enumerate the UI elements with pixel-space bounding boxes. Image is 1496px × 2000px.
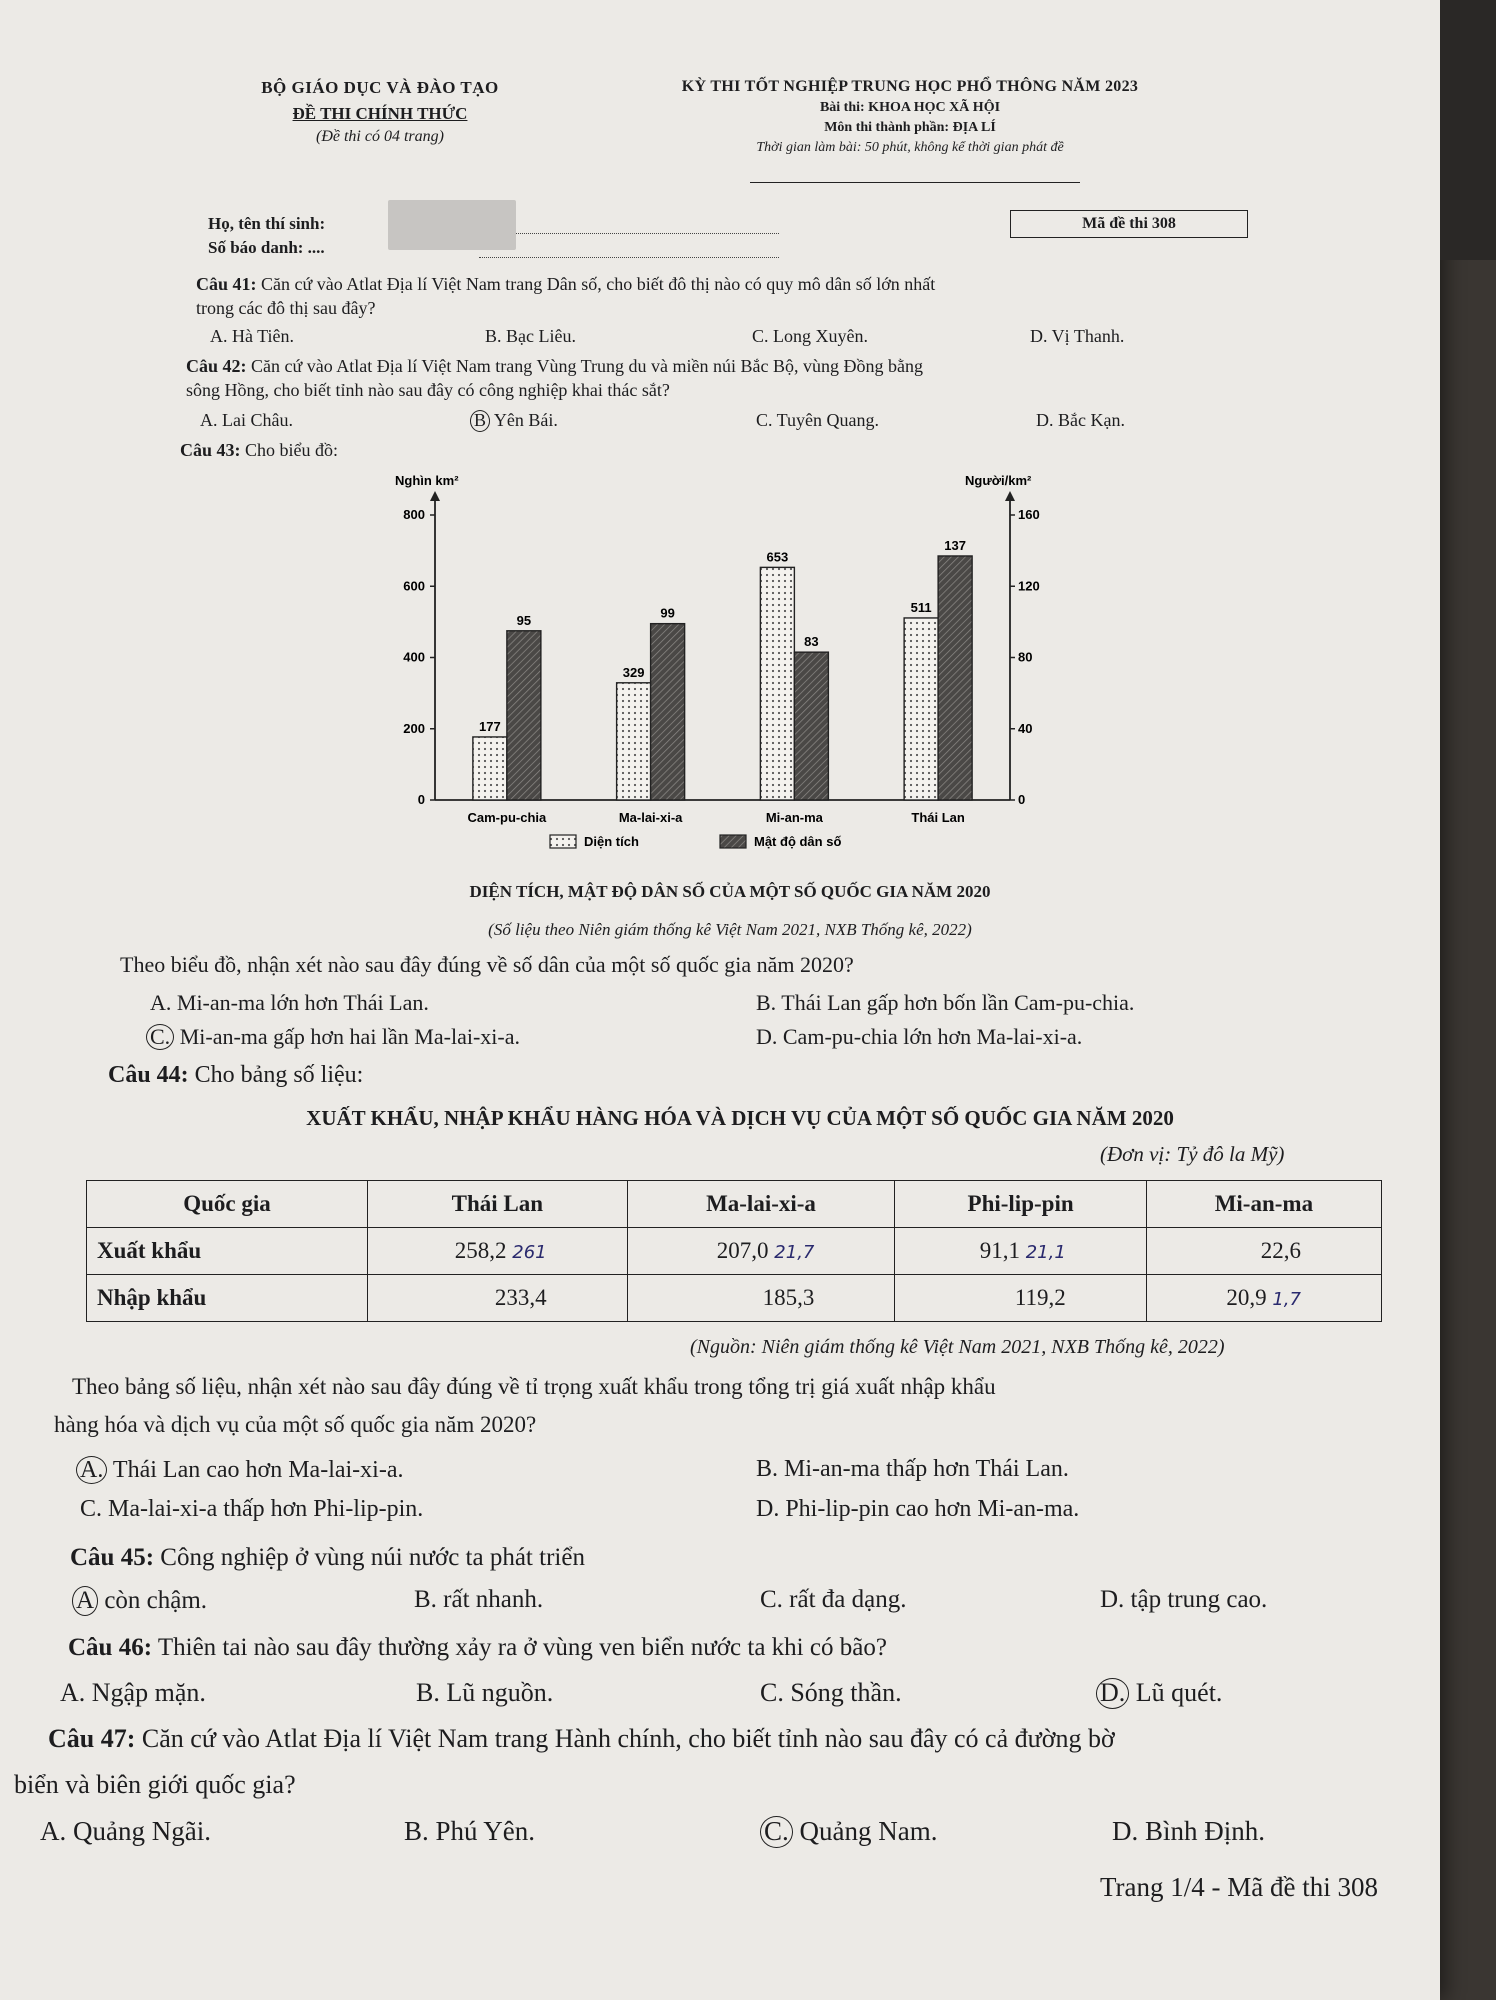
q41-option-c[interactable]: C. Long Xuyên.: [752, 326, 868, 346]
table-header-cell: Quốc gia: [87, 1181, 368, 1228]
subject: Môn thi thành phần: ĐỊA LÍ: [824, 120, 996, 135]
area-data-label: 177: [479, 718, 501, 734]
table-cell: 91,1 21,1: [895, 1228, 1146, 1275]
chart-title: DIỆN TÍCH, MẬT ĐỘ DÂN SỐ CỦA MỘT SỐ QUỐC GIA NĂM 2020: [469, 882, 991, 901]
density-data-label: 137: [944, 537, 966, 553]
area-bar: [904, 618, 938, 800]
legend-label-density: Mật độ dân số: [754, 834, 842, 849]
category-label: Ma-lai-xi-a: [618, 810, 683, 825]
row-label: Nhập khẩu: [87, 1275, 368, 1322]
q46-intro: Câu 46: Thiên tai nào sau đây thường xảy ra ở vùng ven biển nước ta khi có bão?: [68, 1634, 887, 1661]
right-axis-arrow: [1005, 491, 1015, 501]
table-cell: 258,2 261: [368, 1228, 628, 1275]
pages-note: (Đề thi có 04 trang): [316, 128, 444, 145]
candidate-name-label: Họ, tên thí sinh:: [208, 214, 326, 233]
right-tick-label: 120: [1018, 578, 1040, 594]
q42-text1: Câu 42: Căn cứ vào Atlat Địa lí Việt Nam trang Vùng Trung du và miền núi Bắc Bộ, vùng Đồng bằng: [186, 356, 923, 376]
q45-label: Câu 45:: [70, 1544, 155, 1571]
q47-text1: Câu 47: Căn cứ vào Atlat Địa lí Việt Nam trang Hành chính, cho biết tỉnh nào sau đây có cả đường bờ: [48, 1724, 1115, 1753]
binder-strap: [1440, 0, 1496, 260]
q45-option-a[interactable]: A còn chậm.: [72, 1586, 207, 1616]
left-tick-label: 400: [403, 649, 425, 665]
area-data-label: 653: [766, 549, 789, 565]
q47-option-b[interactable]: B. Phú Yên.: [404, 1816, 536, 1846]
table-unit: (Đơn vị: Tỷ đô la Mỹ): [1100, 1142, 1285, 1166]
q46-label: Câu 46:: [68, 1634, 153, 1661]
q43-option-b[interactable]: B. Thái Lan gấp hơn bốn lần Cam-pu-chia.: [756, 990, 1135, 1015]
left-axis-arrow: [430, 491, 440, 501]
density-bar: [794, 652, 828, 800]
table-header-cell: Ma-lai-xi-a: [627, 1181, 895, 1228]
q42-selected-mark: B: [470, 410, 490, 432]
q42-text2: sông Hồng, cho biết tỉnh nào sau đây có công nghiệp khai thác sắt?: [186, 380, 670, 400]
area-bar: [617, 683, 651, 800]
q46-option-b[interactable]: B. Lũ nguồn.: [416, 1678, 554, 1707]
q44-question2: hàng hóa và dịch vụ của một số quốc gia năm 2020?: [54, 1412, 537, 1437]
q46-selected-mark: D.: [1096, 1678, 1129, 1709]
density-data-label: 99: [660, 605, 675, 621]
table-header-cell: Phi-lip-pin: [895, 1181, 1146, 1228]
q45-option-d[interactable]: D. tập trung cao.: [1100, 1586, 1268, 1613]
table-cell: 207,0 21,7: [627, 1228, 895, 1275]
handwritten-note: 1,7: [1272, 1289, 1301, 1310]
q41-text2: trong các đô thị sau đây?: [196, 298, 376, 318]
q44-selected-mark: A.: [76, 1456, 107, 1484]
q44-option-d[interactable]: D. Phi-lip-pin cao hơn Mi-an-ma.: [756, 1496, 1080, 1522]
q43-option-c[interactable]: C. Mi-an-ma gấp hơn hai lần Ma-lai-xi-a.: [146, 1024, 520, 1050]
q45-intro: Câu 45: Công nghiệp ở vùng núi nước ta phát triển: [70, 1544, 585, 1571]
table-header-row: [87, 1181, 1382, 1228]
q43-question: Theo biểu đồ, nhận xét nào sau đây đúng về số dân của một số quốc gia năm 2020?: [120, 952, 854, 977]
handwritten-note: 261: [512, 1242, 547, 1263]
official-label: ĐỀ THI CHÍNH THỨC: [292, 104, 468, 123]
q46-option-d[interactable]: D. Lũ quét.: [1096, 1678, 1222, 1709]
q41-label: Câu 41:: [196, 274, 257, 294]
right-tick-label: 80: [1018, 649, 1033, 665]
q46-option-a[interactable]: A. Ngập mặn.: [60, 1678, 206, 1707]
q47-option-c[interactable]: C. Quảng Nam.: [760, 1816, 937, 1848]
q41-option-a[interactable]: A. Hà Tiên.: [210, 326, 295, 346]
bar-chart: [380, 470, 1080, 880]
header-divider: [750, 182, 1080, 183]
q44-question1: Theo bảng số liệu, nhận xét nào sau đây đúng về tỉ trọng xuất khẩu trong tổng trị giá xuất nhập khẩu: [72, 1374, 996, 1399]
q44-intro: Câu 44: Cho bảng số liệu:: [108, 1062, 364, 1088]
q47-label: Câu 47:: [48, 1724, 136, 1753]
category-label: Thái Lan: [911, 810, 965, 825]
exam-code-box: Mã đề thi 308: [1010, 210, 1248, 238]
exam-name: KỲ THI TỐT NGHIỆP TRUNG HỌC PHỔ THÔNG NĂM 2023: [681, 78, 1139, 95]
q41-option-d[interactable]: D. Vị Thanh.: [1030, 326, 1125, 346]
q47-text2: biển và biên giới quốc gia?: [14, 1770, 296, 1799]
redacted-name: [388, 200, 516, 250]
header-right: [590, 78, 1230, 156]
left-tick-label: 200: [403, 720, 425, 736]
right-tick-label: 0: [1018, 792, 1026, 807]
table-row: [87, 1228, 1382, 1275]
area-data-label: 511: [910, 599, 932, 615]
q42-label: Câu 42:: [186, 356, 247, 376]
density-bar: [507, 631, 541, 800]
q43-selected-mark: C.: [146, 1024, 174, 1050]
table-cell: 22,6: [1146, 1228, 1381, 1275]
left-tick-label: 0: [417, 792, 425, 807]
right-axis-label: Người/km²: [965, 473, 1032, 488]
table-cell: 233,4: [368, 1275, 628, 1322]
q41-text1: Câu 41: Căn cứ vào Atlat Địa lí Việt Nam trang Dân số, cho biết đô thị nào có quy mô dân số lớn nhất: [196, 274, 936, 294]
q47-option-d[interactable]: D. Bình Định.: [1112, 1816, 1266, 1846]
density-data-label: 83: [804, 634, 819, 650]
q41-option-b[interactable]: B. Bạc Liêu.: [485, 326, 576, 346]
q42-option-c[interactable]: C. Tuyên Quang.: [756, 410, 880, 430]
q42-option-d[interactable]: D. Bắc Kạn.: [1036, 410, 1125, 430]
legend-label-area: Diện tích: [584, 834, 639, 849]
table-row: [87, 1275, 1382, 1322]
q42-option-b[interactable]: B Yên Bái.: [470, 410, 558, 432]
legend-swatch-density: [720, 835, 746, 848]
category-label: Mi-an-ma: [765, 810, 823, 825]
table-cell: 20,9 1,7: [1146, 1275, 1381, 1322]
q44-option-c[interactable]: C. Ma-lai-xi-a thấp hơn Phi-lip-pin.: [80, 1496, 424, 1522]
density-bar: [651, 624, 685, 800]
page-footer: Trang 1/4 - Mã đề thi 308: [1100, 1872, 1378, 1902]
q43-option-a[interactable]: A. Mi-an-ma lớn hơn Thái Lan.: [150, 990, 429, 1015]
category-label: Cam-pu-chia: [467, 810, 547, 825]
q42-option-a[interactable]: A. Lai Châu.: [200, 410, 293, 430]
time-note: Thời gian làm bài: 50 phút, không kể thời gian phát đề: [756, 140, 1064, 155]
ministry: BỘ GIÁO DỤC VÀ ĐÀO TẠO: [261, 78, 499, 97]
q45-selected-mark: A: [72, 1586, 98, 1616]
row-label: Xuất khẩu: [87, 1228, 368, 1275]
chart-source: (Số liệu theo Niên giám thống kê Việt Nam 2021, NXB Thống kê, 2022): [488, 920, 972, 939]
density-bar: [938, 556, 972, 800]
table-header-cell: Thái Lan: [368, 1181, 628, 1228]
q47-selected-mark: C.: [760, 1816, 793, 1848]
header-left: [190, 78, 570, 146]
area-bar: [760, 567, 794, 800]
q45-option-c[interactable]: C. rất đa dạng.: [760, 1586, 907, 1613]
q43-intro: Câu 43: Cho biểu đồ:: [180, 440, 339, 460]
left-tick-label: 600: [403, 578, 425, 594]
q47-option-a[interactable]: A. Quảng Ngãi.: [40, 1816, 211, 1846]
table-cell: 119,2: [895, 1275, 1146, 1322]
q44-option-b[interactable]: B. Mi-an-ma thấp hơn Thái Lan.: [756, 1456, 1069, 1482]
left-tick-label: 800: [403, 507, 425, 522]
left-axis-label: Nghìn km²: [395, 473, 459, 488]
legend-swatch-area: [550, 835, 576, 848]
q44-label: Câu 44:: [108, 1062, 189, 1088]
q43-label: Câu 43:: [180, 440, 241, 460]
table-header-cell: Mi-an-ma: [1146, 1181, 1381, 1228]
handwritten-note: 21,1: [1025, 1242, 1066, 1263]
area-data-label: 329: [622, 664, 645, 680]
table-source: (Nguồn: Niên giám thống kê Việt Nam 2021, NXB Thống kê, 2022): [690, 1336, 1225, 1358]
right-tick-label: 40: [1018, 720, 1033, 736]
exam-paper: Bài thi: KHOA HỌC XÃ HỘI: [819, 100, 1001, 115]
handwritten-note: 21,7: [774, 1242, 815, 1263]
candidate-id-label: Số báo danh: ....: [208, 238, 325, 257]
q46-option-c[interactable]: C. Sóng thần.: [760, 1678, 902, 1707]
table-cell: 185,3: [627, 1275, 895, 1322]
right-tick-label: 160: [1018, 507, 1040, 522]
q44-option-a[interactable]: A. Thái Lan cao hơn Ma-lai-xi-a.: [76, 1456, 404, 1484]
candidate-id-field[interactable]: [479, 257, 779, 258]
density-data-label: 95: [516, 612, 532, 628]
q45-option-b[interactable]: B. rất nhanh.: [414, 1586, 544, 1613]
data-table: [86, 1180, 1382, 1322]
area-bar: [473, 737, 507, 800]
q43-option-d[interactable]: D. Cam-pu-chia lớn hơn Ma-lai-xi-a.: [756, 1024, 1083, 1049]
table-title: XUẤT KHẨU, NHẬP KHẨU HÀNG HÓA VÀ DỊCH VỤ CỦA MỘT SỐ QUỐC GIA NĂM 2020: [306, 1106, 1174, 1130]
